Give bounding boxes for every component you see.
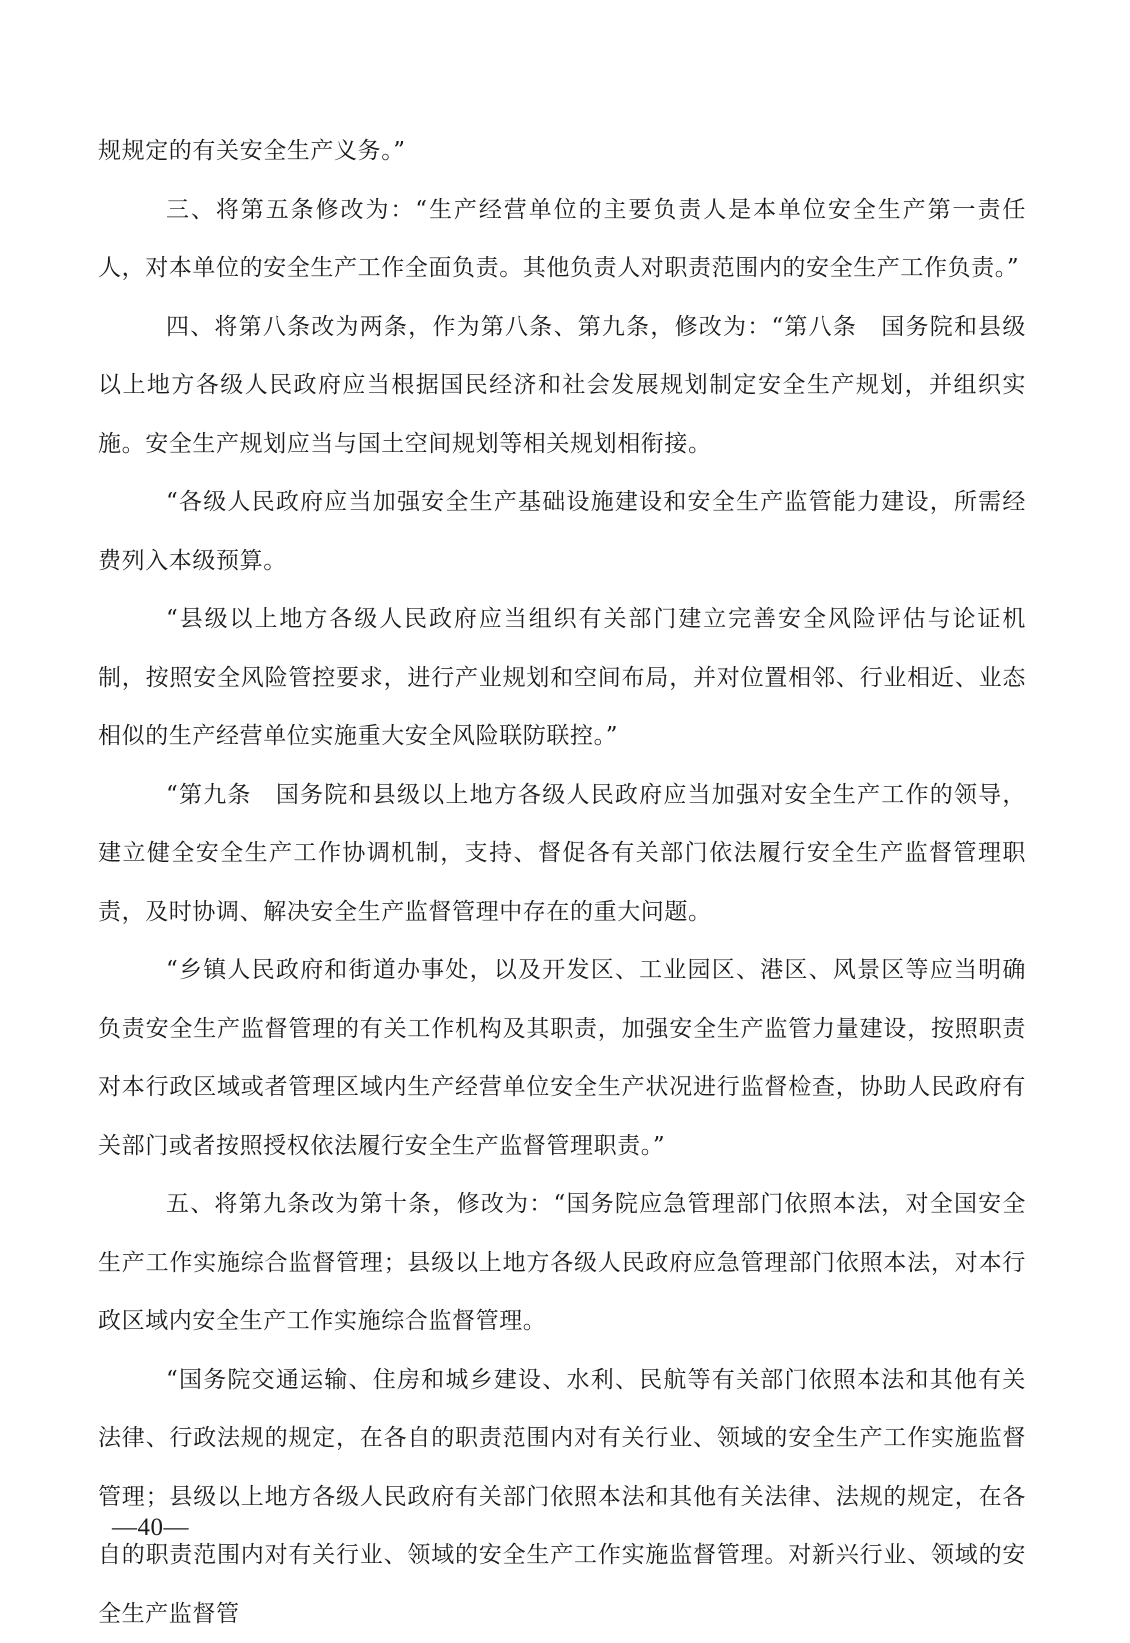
document-body (98, 122, 1026, 1643)
paragraph-risk-assessment: “县级以上地方各级人民政府应当组织有关部门建立完善安全风险评估与论证机制，按照安全风险管控要求，进行产业规划和空间布局，并对位置相邻、行业相近、业态相似的生产经营单位实施重大安全风险联防联控。” (98, 590, 1026, 766)
page-number: —40— (112, 1514, 189, 1542)
paragraph-departments: “国务院交通运输、住房和城乡建设、水利、民航等有关部门依照本法和其他有关法律、行政法规的规定，在各自的职责范围内对有关行业、领域的安全生产工作实施监督管理；县级以上地方各级人民政府有关部门依照本法和其他有关法律、法规的规定，在各自的职责范围内对有关行业、领域的安全生产工作实施监督管理。对新兴行业、领域的安全生产监督管 (98, 1351, 1026, 1643)
paragraph-article-9: “第九条 国务院和县级以上地方各级人民政府应当加强对安全生产工作的领导，建立健全安全生产工作协调机制，支持、督促各有关部门依法履行安全生产监督管理职责，及时协调、解决安全生产监督管理中存在的重大问题。 (98, 766, 1026, 942)
paragraph-item-3: 三、将第五条修改为：“生产经营单位的主要负责人是本单位安全生产第一责任人，对本单位的安全生产工作全面负责。其他负责人对职责范围内的安全生产工作负责。” (98, 181, 1026, 298)
paragraph-continuation: 规规定的有关安全生产义务。” (98, 122, 1026, 181)
paragraph-township: “乡镇人民政府和街道办事处，以及开发区、工业园区、港区、风景区等应当明确负责安全生产监督管理的有关工作机构及其职责，加强安全生产监管力量建设，按照职责对本行政区域或者管理区域内生产经营单位安全生产状况进行监督检查，协助人民政府有关部门或者按照授权依法履行安全生产监督管理职责。” (98, 941, 1026, 1175)
paragraph-item-4: 四、将第八条改为两条，作为第八条、第九条，修改为：“第八条 国务院和县级以上地方各级人民政府应当根据国民经济和社会发展规划制定安全生产规划，并组织实施。安全生产规划应当与国土空间规划等相关规划相衔接。 (98, 298, 1026, 474)
paragraph-item-5: 五、将第九条改为第十条，修改为：“国务院应急管理部门依照本法，对全国安全生产工作实施综合监督管理；县级以上地方各级人民政府应急管理部门依照本法，对本行政区域内安全生产工作实施综合监督管理。 (98, 1175, 1026, 1351)
paragraph-budget: “各级人民政府应当加强安全生产基础设施建设和安全生产监管能力建设，所需经费列入本级预算。 (98, 473, 1026, 590)
